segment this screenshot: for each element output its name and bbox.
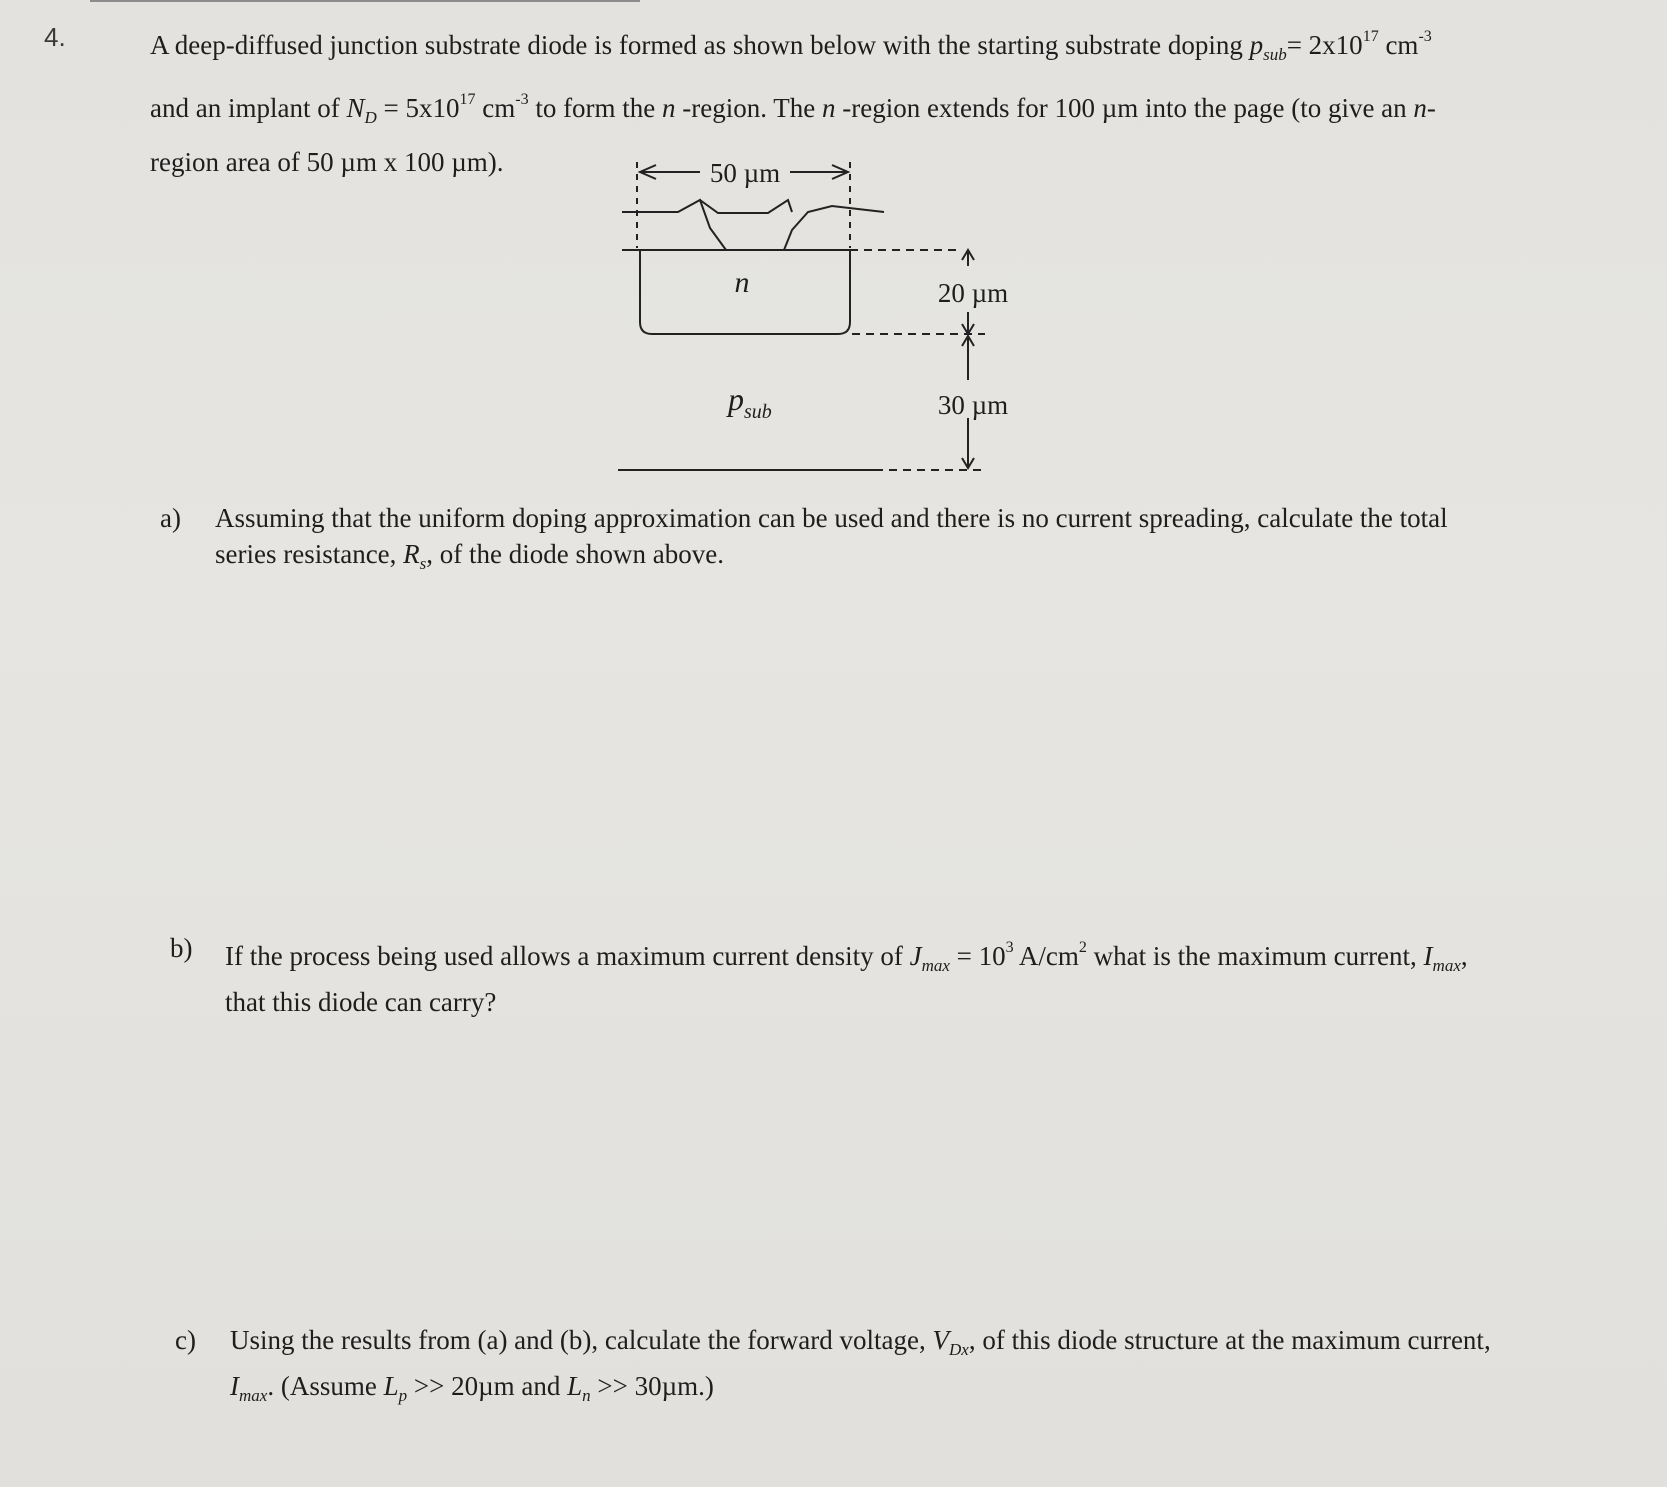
width-label: 50 µm [709,158,781,188]
part-b-line-1 [225,930,1468,984]
part-a-body [215,500,1448,582]
part-a [160,500,1560,580]
intro-line2-b: to form the [528,93,663,123]
psub-label-main: p [728,381,744,417]
psub-unit-exp: -3 [1418,28,1432,45]
part-a-line-1: Assuming that the uniform doping approximation can be used and there is no current spreading, calculate the total [215,503,1448,533]
part-b [170,930,1570,1017]
depth2-label: 30 µm [937,390,1009,420]
part-a-line-2 [215,536,1448,582]
part-c-line-1 [230,1322,1491,1368]
intro-line2-e: - [1426,93,1436,123]
part-c-body [230,1322,1491,1414]
part-c-line2-c: >> 30µm.) [590,1371,714,1401]
nd-exp: 17 [459,91,476,108]
imax-sub-b: max [1432,956,1461,975]
n-symbol-1: n [662,93,676,123]
nd-unit-exp: -3 [515,91,529,108]
psub-unit: cm [1378,30,1419,60]
intro-line2-d: -region extends for 100 µm into the page (to give an [835,93,1414,123]
intro-line2-a: and an implant of [150,93,347,123]
intro-line-3: region area of 50 µm x 100 µm). [150,147,504,177]
jmax-symbol: J [909,941,922,971]
depth1-label: 20 µm [937,278,1009,308]
part-a-line2-b: , of the diode shown above. [426,539,724,569]
n-symbol-3: n [1413,93,1427,123]
intro-line2-c: -region. The [675,93,823,123]
jmax-sub: max [921,956,950,975]
lp-sub: p [398,1386,408,1405]
psub-subscript: sub [1263,45,1287,64]
imax-sub-c: max [239,1386,268,1405]
intro-line1-text: A deep-diffused junction substrate diode is formed as shown below with the starting substrate doping [150,30,1243,60]
question-number: 4. [44,22,66,52]
part-c-line1-a: Using the results from (a) and (b), calculate the forward voltage, [230,1325,933,1355]
nd-subscript: D [364,108,377,127]
part-b-line1-c: A/cm [1013,941,1079,971]
part-b-line1-e: , [1460,941,1468,971]
imax-symbol-b: I [1423,941,1433,971]
part-b-label: b) [170,933,193,963]
contact-window [700,200,792,213]
psub-label-sub: sub [744,401,772,423]
ln-symbol: L [567,1371,583,1401]
psub-exp: 17 [1362,28,1379,45]
part-b-body [225,930,1468,1020]
ln-sub: n [582,1386,591,1405]
part-b-line1-a: If the process being used allows a maximum current density of [225,941,910,971]
part-c-line1-b: , of this diode structure at the maximum current, [968,1325,1491,1355]
n-symbol-2: n [822,93,836,123]
imax-symbol-c: I [230,1371,239,1401]
psub-eq: = 2x10 [1286,30,1363,60]
part-b-line-2: that this diode can carry? [225,987,497,1017]
nd-unit: cm [475,93,516,123]
nd-symbol: N [346,93,365,123]
psub-label [726,381,772,423]
psub-symbol: p [1249,30,1264,60]
vdx-sub: Dx [949,1340,969,1359]
lp-symbol: L [383,1371,399,1401]
rs-symbol: R [403,539,420,569]
vdx-symbol: V [932,1325,949,1355]
part-c-line2-b: >> 20µm and [407,1371,568,1401]
nd-eq: = 5x10 [376,93,460,123]
part-c [175,1322,1595,1405]
part-a-label: a) [160,503,181,533]
part-c-line2-a: . (Assume [267,1371,384,1401]
part-c-label: c) [175,1325,196,1355]
part-b-line1-b: = 10 [949,941,1006,971]
part-b-exp: 3 [1005,939,1014,956]
part-c-line-2 [230,1368,1491,1414]
n-region-label: n [734,266,750,299]
part-a-line2-a: series resistance, [215,539,404,569]
rs-sub: s [419,554,427,573]
diode-cross-section-diagram [0,0,1667,520]
part-b-unit-exp: 2 [1078,939,1087,956]
oxide-contact-profile [622,200,884,250]
part-b-line1-d: what is the maximum current, [1086,941,1424,971]
